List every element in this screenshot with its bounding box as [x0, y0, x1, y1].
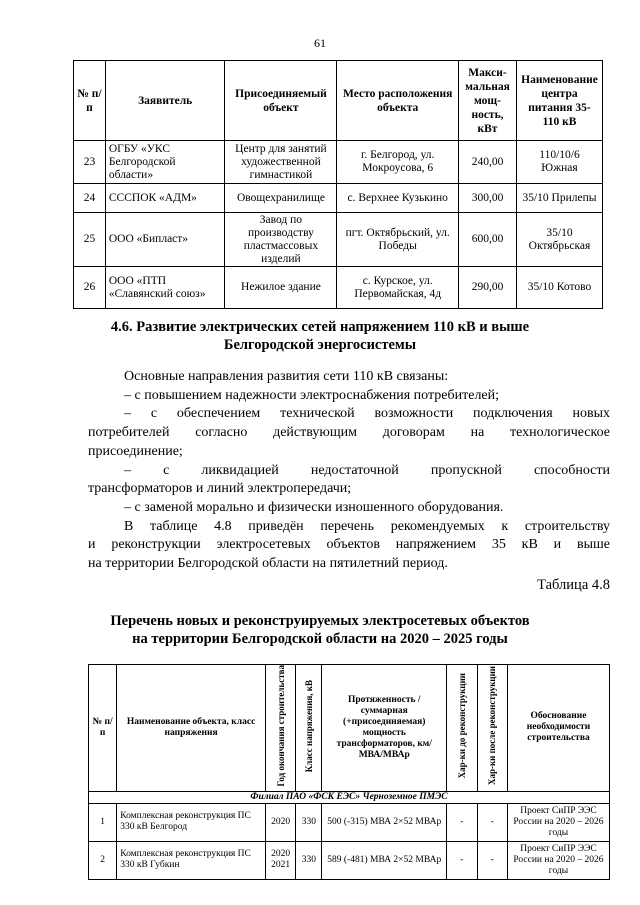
- cell-after: -: [477, 803, 507, 841]
- col-header-center: Наименование центра питания 35-110 кВ: [516, 61, 602, 141]
- filial-label: Филиал ПАО «ФСК ЕЭС» Черноземное ПМЭС: [89, 791, 610, 803]
- cell-location: пгт. Октябрьский, ул. Победы: [337, 213, 459, 267]
- bullet-4: – с заменой морально и физически изношенного оборудования.: [124, 499, 504, 515]
- cell-name: Комплексная реконструкция ПС 330 кВ Губкин: [117, 841, 266, 879]
- cell-applicant: ООО «Бипласт»: [105, 213, 225, 267]
- bullet-2-line3: присоединение;: [88, 443, 183, 459]
- table2-title: [0, 612, 640, 648]
- cell-center: 35/10 Октябрьская: [516, 213, 602, 267]
- cell-object: Завод по производству пластмассовых изделий: [225, 213, 337, 267]
- cell-applicant: СССПОК «АДМ»: [105, 184, 225, 213]
- table2-group-row: [89, 791, 610, 803]
- bullet-2-line1: – с обеспечением технической возможности подключения новых: [124, 406, 610, 422]
- cell-applicant: ООО «ПТП «Славянский союз»: [105, 267, 225, 309]
- col-header-number: № п/п: [74, 61, 106, 141]
- page-number: 61: [314, 36, 326, 50]
- col2-header-reason: Обоснование необходимости строительства: [507, 665, 609, 792]
- col2-header-after: Хар-ки после реконструкции: [477, 665, 507, 792]
- cell-class: 330: [296, 841, 322, 879]
- projects-table: [88, 664, 610, 880]
- cell-reason: Проект СиПР ЭЭС России на 2020 – 2026 годы: [507, 841, 609, 879]
- table-row: [74, 184, 603, 213]
- paragraph-line3: на территории Белгородской области на пятилетний период.: [88, 556, 448, 572]
- table2-title-line2: на территории Белгородской области на 2020 – 2025 годы: [132, 631, 508, 647]
- body-text: [88, 368, 610, 574]
- cell-object: Нежилое здание: [225, 267, 337, 309]
- table-caption: Таблица 4.8: [537, 577, 610, 593]
- table-row: [74, 141, 603, 184]
- table2-header-row: [89, 665, 610, 792]
- cell-number: 1: [89, 803, 117, 841]
- cell-year: 2020 2021: [265, 841, 295, 879]
- cell-reason: Проект СиПР ЭЭС России на 2020 – 2026 годы: [507, 803, 609, 841]
- table-row: [74, 213, 603, 267]
- bullet-3-line2: трансформаторов и линий электропередачи;: [88, 481, 352, 497]
- cell-number: 26: [74, 267, 106, 309]
- bullet-2-line2: потребителей согласно действующим договорам на технологическое: [88, 425, 610, 441]
- bullet-3-line1: – с ликвидацией недостаточной пропускной способности: [124, 462, 610, 478]
- col2-header-year: Год окончания строительства: [265, 665, 295, 792]
- table-row: [89, 803, 610, 841]
- table-row: [89, 841, 610, 879]
- applicants-table: [73, 60, 603, 309]
- table2-title-line1: Перечень новых и реконструируемых электросетевых объектов: [110, 613, 530, 629]
- col-header-applicant: Заявитель: [105, 61, 225, 141]
- cell-before: -: [447, 841, 477, 879]
- cell-power: 600,00: [459, 213, 517, 267]
- table-header-row: [74, 61, 603, 141]
- cell-name: Комплексная реконструкция ПС 330 кВ Белгород: [117, 803, 266, 841]
- intro-line: Основные направления развития сети 110 кВ связаны:: [124, 369, 449, 384]
- cell-class: 330: [296, 803, 322, 841]
- col-header-location: Место расположения объекта: [337, 61, 459, 141]
- cell-number: 24: [74, 184, 106, 213]
- cell-location: с. Курское, ул. Первомайская, 4д: [337, 267, 459, 309]
- col-header-object: Присоединяемый объект: [225, 61, 337, 141]
- cell-object: Овощехранилище: [225, 184, 337, 213]
- col2-header-number: № п/п: [89, 665, 117, 792]
- table-row: [74, 267, 603, 309]
- cell-center: 35/10 Прилепы: [516, 184, 602, 213]
- cell-length: 500 (-315) МВА 2×52 МВАр: [322, 803, 447, 841]
- cell-year: 2020: [265, 803, 295, 841]
- cell-center: 35/10 Котово: [516, 267, 602, 309]
- cell-number: 25: [74, 213, 106, 267]
- section-heading-line1: 4.6. Развитие электрических сетей напряжением 110 кВ и выше: [110, 319, 530, 335]
- cell-number: 2: [89, 841, 117, 879]
- cell-object: Центр для занятий художественной гимнастикой: [225, 141, 337, 184]
- cell-number: 23: [74, 141, 106, 184]
- cell-power: 300,00: [459, 184, 517, 213]
- col2-header-length: Протяженность / суммарная (+присоединяемая) мощность трансформаторов, км/МВА/МВАр: [322, 665, 447, 792]
- bullet-1: – с повышением надежности электроснабжения потребителей;: [124, 387, 500, 403]
- cell-before: -: [447, 803, 477, 841]
- col2-header-before: Хар-ки до реконструкции: [447, 665, 477, 792]
- section-heading: [0, 318, 640, 354]
- section-heading-line2: Белгородской энергосистемы: [223, 337, 417, 353]
- cell-location: с. Верхнее Кузькино: [337, 184, 459, 213]
- col2-header-class: Класс напряжения, кВ: [296, 665, 322, 792]
- col2-header-name: Наименование объекта, класс напряжения: [117, 665, 266, 792]
- cell-power: 240,00: [459, 141, 517, 184]
- cell-power: 290,00: [459, 267, 517, 309]
- cell-applicant: ОГБУ «УКС Белгородской области»: [105, 141, 225, 184]
- cell-length: 589 (-481) МВА 2×52 МВАр: [322, 841, 447, 879]
- cell-location: г. Белгород, ул. Мокроусова, 6: [337, 141, 459, 184]
- cell-center: 110/10/6 Южная: [516, 141, 602, 184]
- paragraph-line2: и реконструкции электросетевых объектов напряжением 35 кВ и выше: [88, 537, 610, 553]
- paragraph-line1: В таблице 4.8 приведён перечень рекомендуемых к строительству: [124, 518, 610, 534]
- cell-after: -: [477, 841, 507, 879]
- col-header-power: Макси-мальная мощ-ность, кВт: [459, 61, 517, 141]
